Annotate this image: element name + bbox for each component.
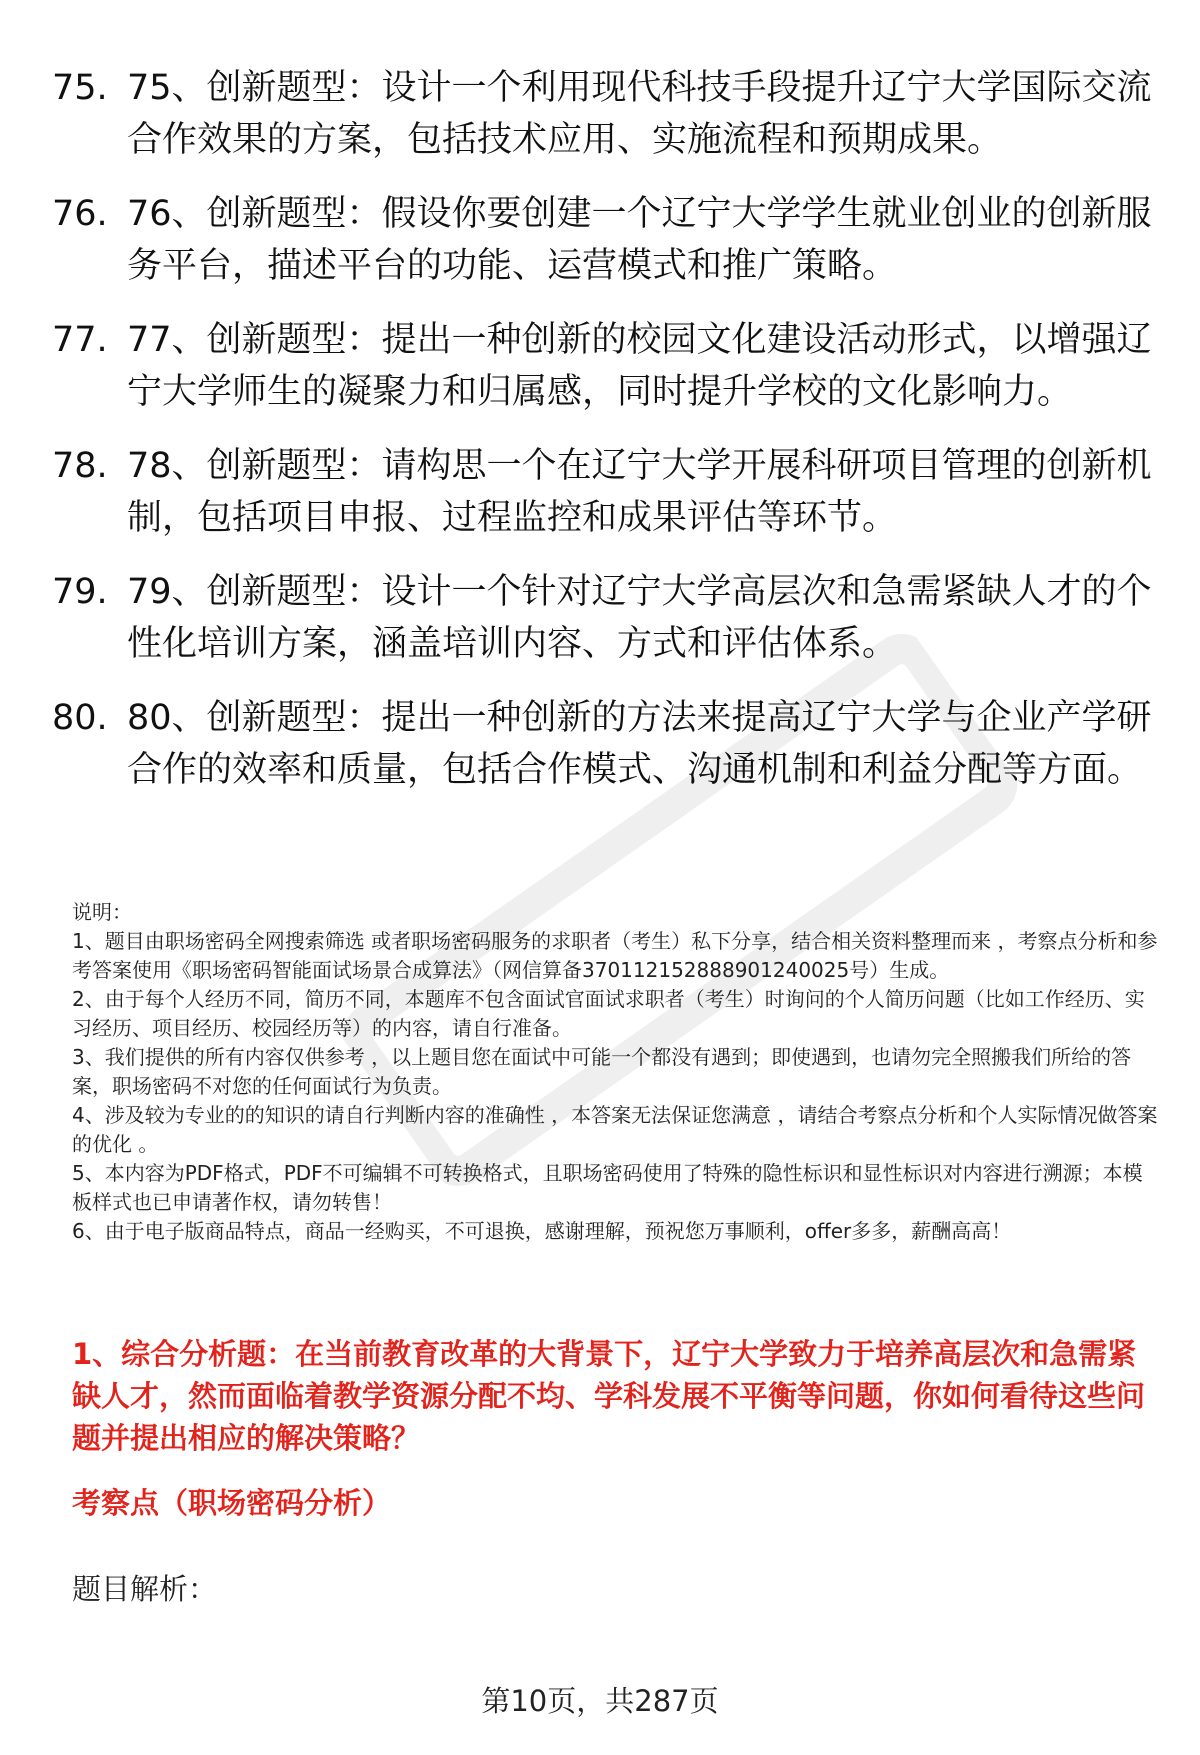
note-item: 6、由于电子版商品特点，商品一经购买，不可退换，感谢理解，预祝您万事顺利，offer多多，薪酬高高！ bbox=[72, 1219, 1012, 1243]
question-number: 75. bbox=[52, 68, 108, 108]
page-footer: 第10页，共287页 bbox=[481, 1684, 719, 1718]
note-item: 4、涉及较为专业的的知识的请自行判断内容的准确性 ，本答案无法保证您满意 ，请结合考察点分析和个人实际情况做答案的优化 。 bbox=[72, 1103, 1158, 1156]
question-number: 80. bbox=[52, 698, 108, 738]
list-item bbox=[52, 314, 1152, 418]
note-item: 2、由于每个人经历不同，简历不同，本题库不包含面试官面试求职者（考生）时询问的个人简历问题（比如工作经历、实习经历、项目经历、校园经历等）的内容，请自行准备。 bbox=[72, 987, 1145, 1040]
notes-block bbox=[72, 898, 1162, 1246]
question-list bbox=[52, 62, 1152, 818]
notes-heading: 说明： bbox=[72, 900, 132, 924]
question-text: 75、创新题型：设计一个利用现代科技手段提升辽宁大学国际交流合作效果的方案，包括技术应用、实施流程和预期成果。 bbox=[127, 68, 1152, 160]
list-item bbox=[52, 692, 1152, 796]
list-item bbox=[52, 188, 1152, 292]
kaochadian-heading: 考察点（职场密码分析） bbox=[72, 1486, 392, 1520]
list-item bbox=[52, 440, 1152, 544]
question-text: 78、创新题型：请构思一个在辽宁大学开展科研项目管理的创新机制，包括项目申报、过程监控和成果评估等环节。 bbox=[127, 446, 1152, 538]
note-item: 1、题目由职场密码全网搜索筛选 或者职场密码服务的求职者（考生）私下分享，结合相关资料整理而来 ，考察点分析和参考答案使用《职场密码智能面试场景合成算法》（网信算备370112152888901240025号）生成。 bbox=[72, 929, 1158, 982]
note-item: 3、我们提供的所有内容仅供参考 ，以上题目您在面试中可能一个都没有遇到；即使遇到，也请勿完全照搬我们所给的答案，职场密码不对您的任何面试行为负责。 bbox=[72, 1045, 1132, 1098]
question-number: 78. bbox=[52, 446, 108, 486]
question-text: 80、创新题型：提出一种创新的方法来提高辽宁大学与企业产学研合作的效率和质量，包括合作模式、沟通机制和利益分配等方面。 bbox=[127, 698, 1152, 790]
question-number: 79. bbox=[52, 572, 108, 612]
note-item: 5、本内容为PDF格式，PDF不可编辑不可转换格式，且职场密码使用了特殊的隐性标识和显性标识对内容进行溯源；本模板样式也已申请著作权，请勿转售！ bbox=[72, 1161, 1143, 1214]
question-text: 79、创新题型：设计一个针对辽宁大学高层次和急需紧缺人才的个性化培训方案，涵盖培训内容、方式和评估体系。 bbox=[127, 572, 1152, 664]
jiexi-label: 题目解析： bbox=[72, 1572, 218, 1606]
section-question-title: 1、综合分析题：在当前教育改革的大背景下，辽宁大学致力于培养高层次和急需紧缺人才，然而面临着教学资源分配不均、学科发展不平衡等问题，你如何看待这些问题并提出相应的解决策略？ bbox=[72, 1337, 1146, 1455]
question-text: 76、创新题型：假设你要创建一个辽宁大学学生就业创业的创新服务平台，描述平台的功能、运营模式和推广策略。 bbox=[127, 194, 1152, 286]
question-text: 77、创新题型：提出一种创新的校园文化建设活动形式，以增强辽宁大学师生的凝聚力和归属感，同时提升学校的文化影响力。 bbox=[127, 320, 1152, 412]
question-number: 76. bbox=[52, 194, 108, 234]
list-item bbox=[52, 566, 1152, 670]
list-item bbox=[52, 62, 1152, 166]
question-number: 77. bbox=[52, 320, 108, 360]
